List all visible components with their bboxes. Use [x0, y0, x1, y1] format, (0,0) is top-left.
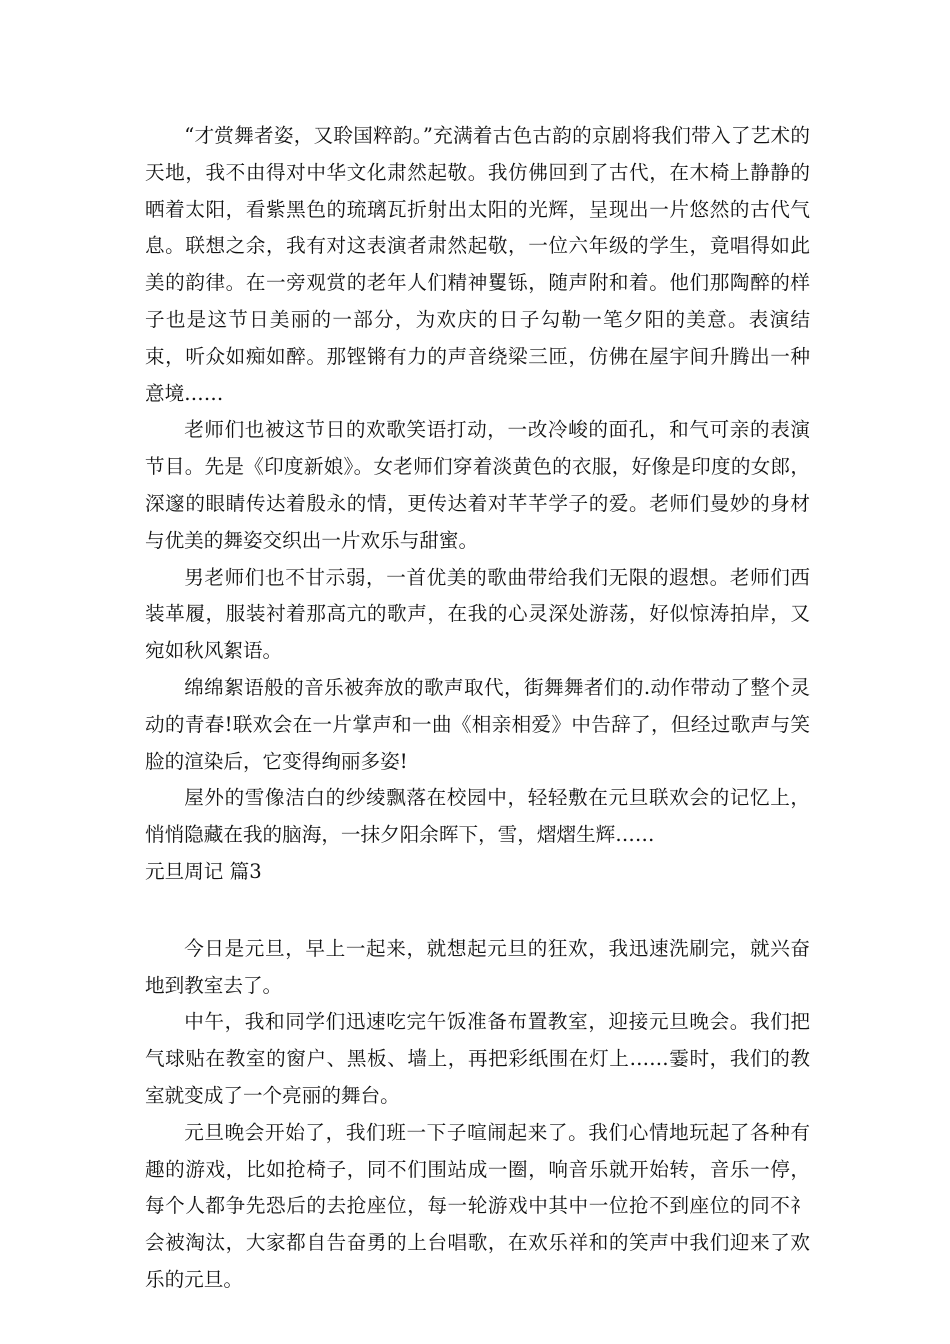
paragraph-peking-opera: “才赏舞者姿，又聆国粹韵。”充满着古色古韵的京剧将我们带入了艺术的天地，我不由得对中华文化肃然起敬。我仿佛回到了古代，在木椅上静静的晒着太阳，看紫黑色的琉璃瓦折射出太阳的光辉，呈现出一片悠然的古代气息。联想之余，我有对这表演者肃然起敬，一位六年级的学生，竟唱得如此美的韵律。在一旁观赏的老年人们精神矍铄，随声附和着。他们那陶醉的样子也是这节日美丽的一部分，为欢庆的日子勾勒一笔夕阳的美意。表演结束，听众如痴如醉。那铿锵有力的声音绕梁三匝，仿佛在屋宇间升腾出一种意境…… — [145, 124, 810, 405]
paragraph-decorating-classroom: 中午，我和同学们迅速吃完午饭准备布置教室，迎接元旦晚会。我们把气球贴在教室的窗户、黑板、墙上，再把彩纸围在灯上……霎时，我们的教室就变成了一个亮丽的舞台。 — [145, 1010, 810, 1107]
paragraph-male-teachers-song: 男老师们也不甘示弱，一首优美的歌曲带给我们无限的遐想。老师们西装革履，服装衬着那高亢的歌声，在我的心灵深处游荡，好似惊涛拍岸，又宛如秋风絮语。 — [145, 565, 810, 663]
section-heading: 元旦周记 篇3 — [145, 859, 262, 883]
document-body — [145, 118, 810, 1299]
paragraph-street-dance: 绵绵絮语般的音乐被奔放的歌声取代，街舞舞者们的.动作带动了整个灵动的青春!联欢会在一片掌声和一曲《相亲相爱》中告辞了，但经过歌声与笑脸的渲染后，它变得绚丽多姿! — [145, 675, 810, 773]
paragraph-snow: 屋外的雪像洁白的纱绫飘落在校园中，轻轻敷在元旦联欢会的记忆上，悄悄隐藏在我的脑海，一抹夕阳余晖下，雪，熠熠生辉…… — [145, 786, 810, 847]
paragraph-party-games: 元旦晚会开始了，我们班一下子喧闹起来了。我们心情地玩起了各种有趣的游戏，比如抢椅子，同不们围站成一圈，响音乐就开始转，音乐一停，每个人都争先恐后的去抢座位，每一轮游戏中其中一位抢不到座位的同不礻会被淘汰，大家都自告奋勇的上台唱歌，在欢乐祥和的笑声中我们迎来了欢乐的元旦。 — [145, 1120, 810, 1291]
paragraph-teachers-dance: 老师们也被这节日的欢歌笑语打动，一改冷峻的面孔，和气可亲的表演节目。先是《印度新娘》。女老师们穿着淡黄色的衣服，好像是印度的女郎，深邃的眼睛传达着殷永的情，更传达着对芊芊学子的爱。老师们曼妙的身材与优美的舞姿交织出一片欢乐与甜蜜。 — [145, 418, 810, 552]
paragraph-new-year-morning: 今日是元旦，早上一起来，就想起元旦的狂欢，我迅速洗刷完，就兴奋地到教室去了。 — [145, 936, 810, 997]
section-gap — [145, 891, 810, 931]
